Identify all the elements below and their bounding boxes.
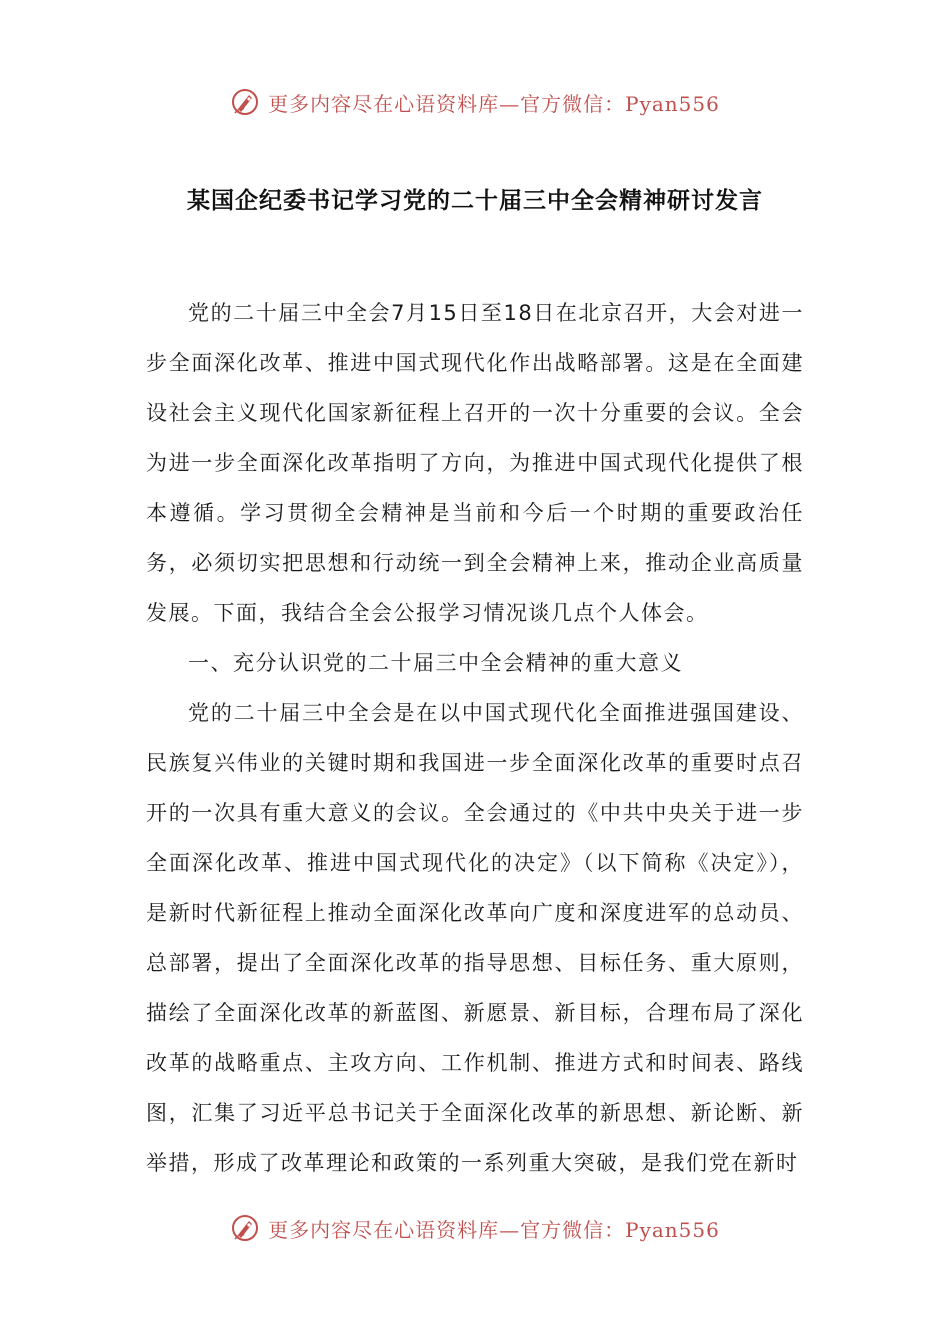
pen-nib-logo-icon — [230, 87, 260, 117]
pen-nib-logo-icon — [230, 1213, 260, 1243]
paragraph: 党的二十届三中全会7月15日至18日在北京召开，大会对进一步全面深化改革、推进中国式现代化作出战略部署。这是在全面建设社会主义现代化国家新征程上召开的一次十分重要的会议。全会为进一步全面深化改革指明了方向，为推进中国式现代化提供了根本遵循。学习贯彻全会精神是当前和今后一个时期的重要政治任务，必须切实把思想和行动统一到全会精神上来，推动企业高质量发展。下面，我结合全会公报学习情况谈几点个人体会。 — [146, 301, 804, 625]
document-title: 某国企纪委书记学习党的二十届三中全会精神研讨发言 — [187, 188, 763, 214]
watermark-banner-top — [0, 82, 950, 122]
document-body — [146, 288, 804, 1188]
watermark-text: 更多内容尽在心语资料库—官方微信：Pyan556 — [268, 91, 720, 116]
paragraph: 党的二十届三中全会是在以中国式现代化全面推进强国建设、民族复兴伟业的关键时期和我国进一步全面深化改革的重要时点召开的一次具有重大意义的会议。全会通过的《中共中央关于进一步全面深化改革、推进中国式现代化的决定》（以下简称《决定》），是新时代新征程上推动全面深化改革向广度和深度进军的总动员、总部署，提出了全面深化改革的指导思想、目标任务、重大原则，描绘了全面深化改革的新蓝图、新愿景、新目标，合理布局了深化改革的战略重点、主攻方向、工作机制、推进方式和时间表、路线图，汇集了习近平总书记关于全面深化改革的新思想、新论断、新举措，形成了改革理论和政策的一系列重大突破，是我们党在新时 — [146, 701, 804, 1175]
watermark-banner-bottom — [0, 1208, 950, 1248]
watermark-text: 更多内容尽在心语资料库—官方微信：Pyan556 — [268, 1217, 720, 1242]
section-heading: 一、充分认识党的二十届三中全会精神的重大意义 — [188, 651, 683, 675]
